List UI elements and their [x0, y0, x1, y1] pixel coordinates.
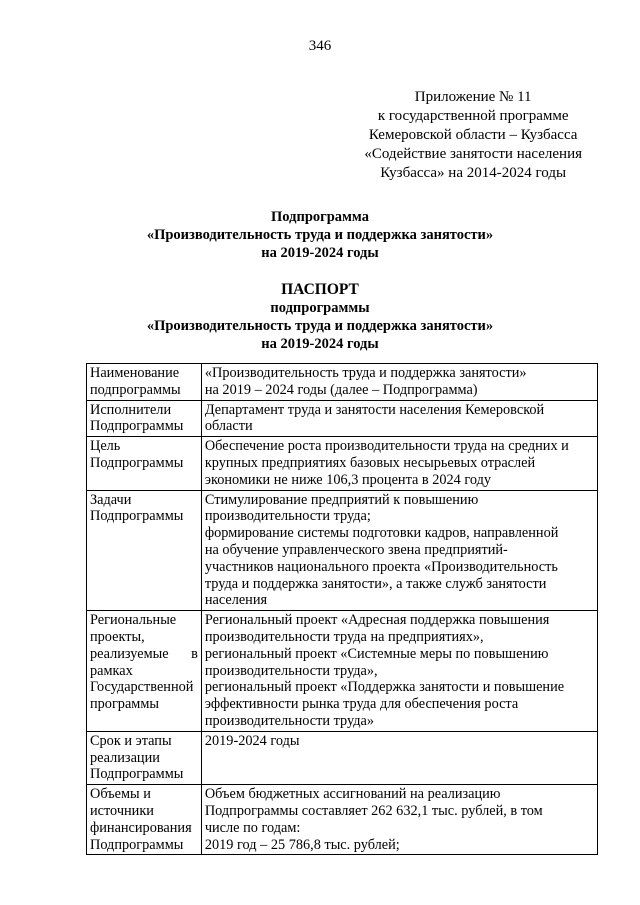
passport-heading: ПАСПОРТ: [281, 281, 359, 298]
row-value-line: труда и поддержка занятости», а также служб занятости: [204, 575, 547, 592]
label-word: реализуемые: [90, 645, 169, 662]
row-value-line: «Производительность труда и поддержка занятости»: [204, 365, 527, 381]
row-label-line: [90, 646, 198, 663]
row-label-cell: [87, 364, 202, 401]
row-label-line: Объемы и: [90, 786, 151, 803]
row-value-line: Обеспечение роста производительности труда на средних и: [204, 438, 569, 455]
passport-title-line: подпрограммы: [270, 300, 370, 316]
row-label-line: Подпрограммы: [90, 508, 184, 525]
row-value-cell: [201, 785, 597, 855]
label-word: в: [191, 645, 198, 662]
row-value-cell: [201, 611, 597, 732]
row-label-cell: [87, 731, 202, 784]
appendix-line: Кузбасса» на 2014-2024 годы: [380, 165, 567, 181]
row-label-line: финансирования: [90, 819, 192, 836]
row-value-line: формирование системы подготовки кадров, направленной: [204, 525, 559, 542]
row-value-line: крупных предприятиях базовых несырьевых отраслей: [204, 454, 536, 471]
table-row: [87, 400, 598, 437]
row-value-line: 2019-2024 годы: [204, 732, 300, 749]
subprogram-title-line: на 2019-2024 годы: [261, 245, 379, 261]
row-value-cell: [201, 731, 597, 784]
row-value-line: экономики не ниже 106,3 процента в 2024 году: [204, 471, 492, 488]
row-label-line: реализации: [90, 749, 160, 766]
row-value-cell: [201, 400, 597, 437]
table-row: [87, 437, 598, 490]
row-value-line: населения: [204, 592, 268, 609]
row-label-line: рамках: [90, 662, 133, 679]
row-value-line: на обучение управленческого звена предприятий-: [204, 541, 508, 558]
subprogram-title-line: «Производительность труда и поддержка занятости»: [146, 227, 494, 243]
table-row: [87, 611, 598, 732]
row-value-line: Департамент труда и занятости населения Кемеровской: [204, 401, 545, 418]
passport-title: [0, 281, 640, 353]
row-label-line: Государственной: [90, 679, 194, 696]
row-value-line: производительности труда»: [204, 712, 375, 729]
row-value-line: эффективности рынка труда для обеспечения роста: [204, 696, 519, 713]
table-row: [87, 490, 598, 611]
row-value-cell: [201, 437, 597, 490]
row-label-cell: [87, 785, 202, 855]
row-label-line: Срок и этапы: [90, 732, 172, 749]
row-value-line: производительности труда;: [204, 508, 371, 525]
row-label-line: Цель: [90, 438, 121, 455]
subprogram-title-line: Подпрограмма: [271, 209, 369, 225]
row-value-line: участников национального проекта «Производительность: [204, 558, 558, 575]
passport-title-line: на 2019-2024 годы: [261, 336, 379, 352]
row-value-line: Подпрограммы составляет 262 632,1 тыс. рублей, в том: [204, 802, 543, 819]
subprogram-title: [0, 208, 640, 262]
row-value-line: производительности труда»,: [204, 662, 378, 679]
row-label-line: Подпрограммы: [90, 418, 184, 435]
row-value-line: области: [204, 418, 253, 435]
page-number: 346: [308, 38, 332, 54]
row-label-line: Подпрограммы: [90, 766, 184, 783]
row-label-cell: [87, 611, 202, 732]
appendix-line: к государственной программе: [377, 108, 569, 124]
appendix-line: «Содействие занятости населения: [364, 146, 582, 162]
row-value-cell: [201, 364, 597, 401]
row-value-line: Стимулирование предприятий к повышению: [204, 491, 479, 508]
appendix-block: [364, 88, 582, 183]
row-value-line: Объем бюджетных ассигнований на реализацию: [204, 786, 501, 803]
row-label-cell: [87, 400, 202, 437]
row-label-line: Наименование: [90, 365, 180, 381]
row-label-line: Подпрограммы: [90, 836, 184, 853]
row-label-line: Исполнители: [90, 401, 172, 418]
table-row: [87, 364, 598, 401]
passport-title-line: «Производительность труда и поддержка занятости»: [146, 318, 494, 334]
table-row: [87, 785, 598, 855]
row-value-line: Региональный проект «Адресная поддержка повышения: [204, 612, 550, 629]
row-value-line: на 2019 – 2024 годы (далее – Подпрограмма): [204, 381, 478, 398]
row-label-line: подпрограммы: [90, 381, 181, 398]
table-row: [87, 731, 598, 784]
row-value-cell: [201, 490, 597, 611]
row-label-cell: [87, 490, 202, 611]
passport-table: [86, 363, 598, 855]
row-value-line: региональный проект «Поддержка занятости и повышение: [204, 679, 565, 696]
row-value-line: производительности труда на предприятиях»,: [204, 628, 484, 645]
row-value-line: региональный проект «Системные меры по повышению: [204, 645, 549, 662]
row-label-line: Подпрограммы: [90, 454, 184, 471]
row-label-line: проекты,: [90, 628, 145, 645]
appendix-line: Приложение № 11: [414, 89, 532, 105]
row-value-line: числе по годам:: [204, 819, 301, 836]
row-label-cell: [87, 437, 202, 490]
appendix-line: Кемеровской области – Кузбасса: [368, 127, 578, 143]
row-value-line: 2019 год – 25 786,8 тыс. рублей;: [204, 836, 400, 853]
row-label-line: программы: [90, 696, 160, 713]
row-label-line: источники: [90, 802, 154, 819]
row-label-line: Задачи: [90, 491, 132, 508]
row-label-line: Региональные: [90, 612, 177, 629]
